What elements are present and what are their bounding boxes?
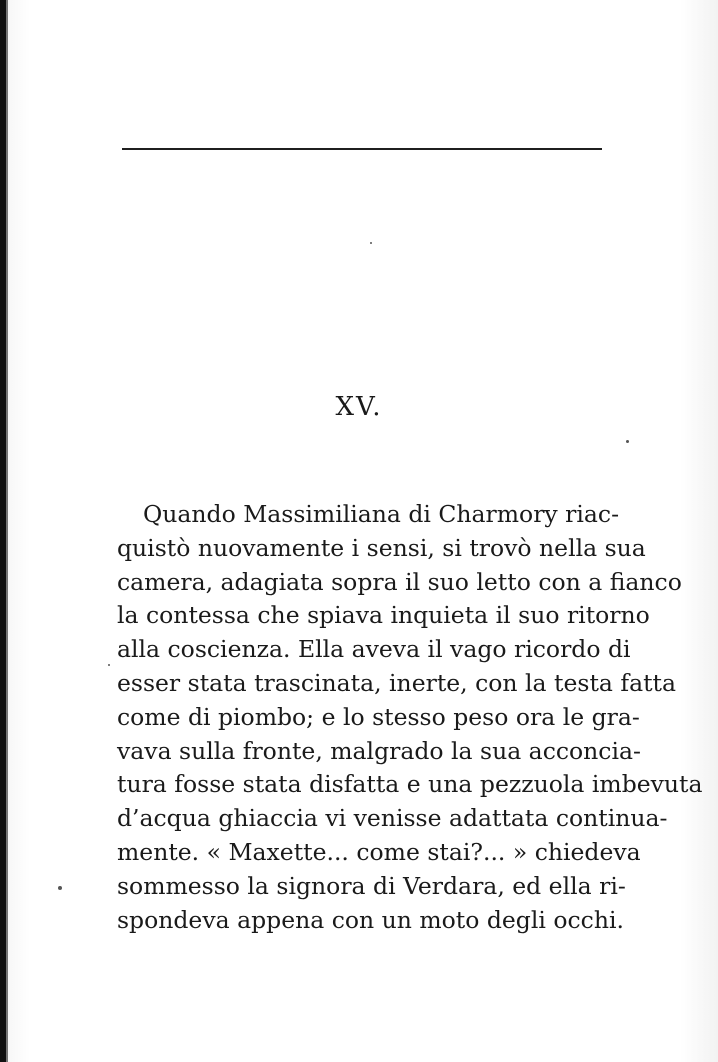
- header-rule: [122, 148, 602, 150]
- text-line: alla coscienza. Ella aveva il vago ricordo di: [117, 635, 631, 664]
- body-paragraph: [117, 498, 703, 937]
- text-line: tura fosse stata disfatta e una pezzuola imbevuta: [117, 770, 703, 799]
- text-line: come di piombo; e lo stesso peso ora le gra-: [117, 702, 640, 731]
- text-line: mente. « Maxette... come stai?... » chiedeva: [117, 837, 641, 866]
- text-line: camera, adagiata sopra il suo letto con a fianco: [117, 567, 682, 596]
- text-line: quistò nuovamente i sensi, si trovò nella sua: [117, 533, 646, 562]
- paper-speck: [370, 242, 372, 244]
- text-line: la contessa che spiava inquieta il suo ritorno: [117, 601, 650, 630]
- paper-speck: [58, 886, 62, 890]
- text-line: esser stata trascinata, inerte, con la testa fatta: [117, 668, 676, 697]
- text-line: sommesso la signora di Verdara, ed ella ri-: [117, 871, 626, 900]
- text-line: d’acqua ghiaccia vi venisse adattata continua-: [117, 804, 668, 833]
- chapter-title: XV.: [335, 392, 383, 422]
- page-binding-shadow: [6, 0, 8, 1062]
- paper-speck: [626, 440, 629, 443]
- text-line: vava sulla fronte, malgrado la sua acconcia-: [117, 736, 641, 765]
- text-line: spondeva appena con un moto degli occhi.: [117, 905, 624, 934]
- paper-speck: [108, 664, 110, 666]
- text-line: Quando Massimiliana di Charmory riac-: [143, 500, 620, 528]
